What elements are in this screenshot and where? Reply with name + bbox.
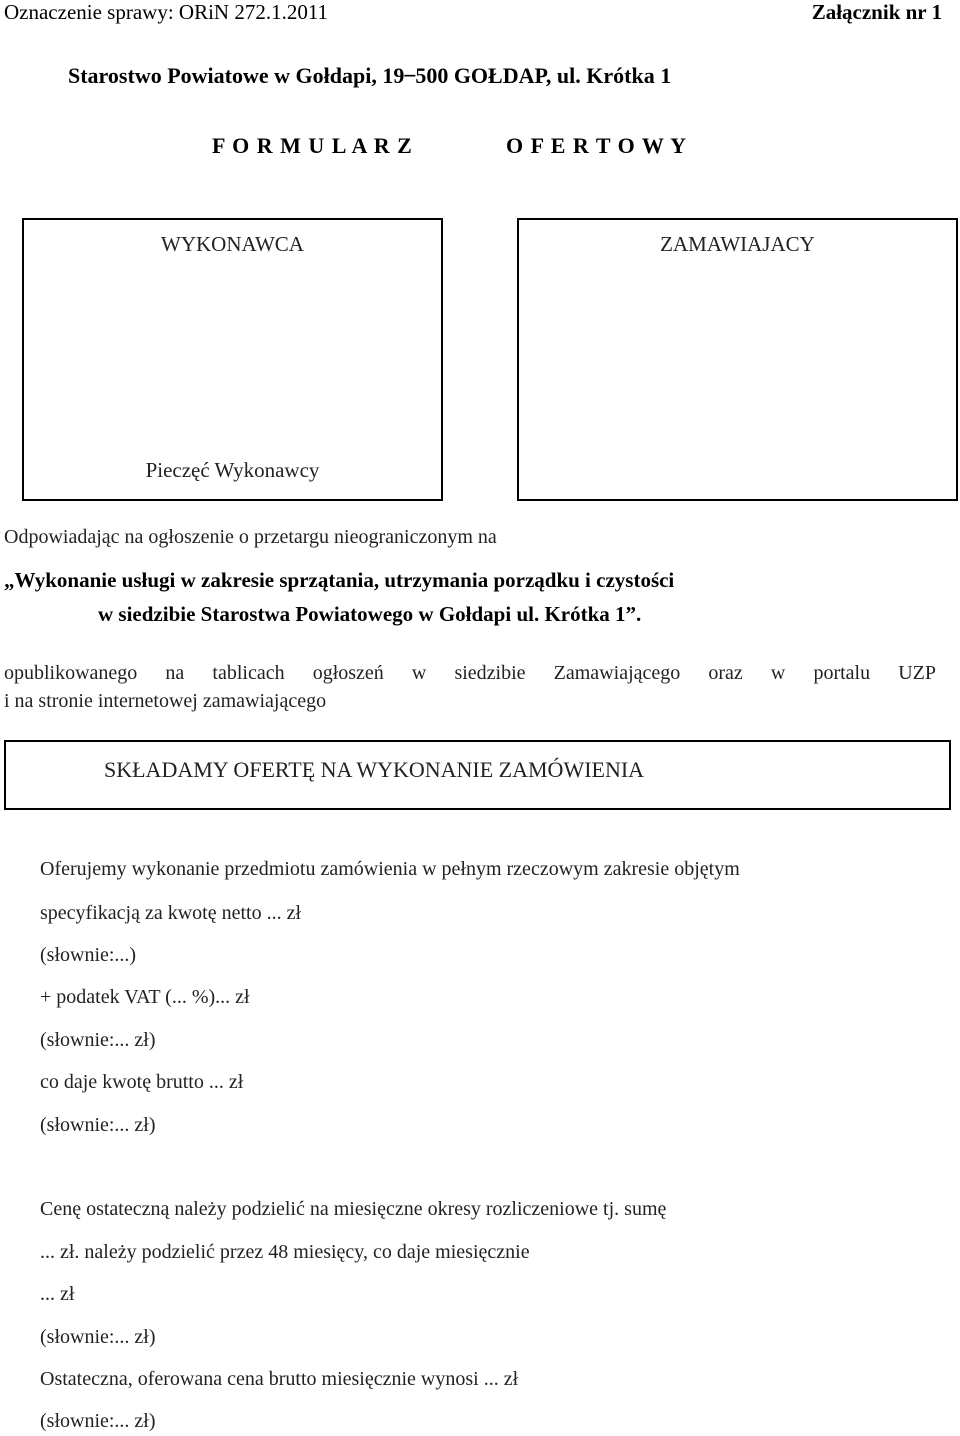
monthly-line: ... zł	[40, 1283, 75, 1305]
offer-banner-text: SKŁADAMY OFERTĘ NA WYKONANIE ZAMÓWIENIA	[104, 757, 645, 782]
contractor-stamp-label: Pieczęć Wykonawcy	[145, 458, 320, 482]
form-title-left: F O R M U L A R Z	[212, 133, 413, 158]
monthly-line: Cenę ostateczną należy podzielić na miesięczne okresy rozliczeniowe tj. sumę	[40, 1198, 667, 1220]
intro-text: Odpowiadając na ogłoszenie o przetargu nieograniczonym na	[4, 526, 497, 548]
published-line-1: opublikowanego na tablicach ogłoszeń w siedzibie Zamawiającego oraz w portalu UZP	[4, 662, 936, 684]
client-box	[517, 218, 958, 501]
offer-banner-box	[4, 740, 951, 810]
offer-line: Oferujemy wykonanie przedmiotu zamówienia w pełnym rzeczowym zakresie objętym	[40, 858, 740, 880]
offer-line: + podatek VAT (... %)... zł	[40, 986, 250, 1008]
offer-line: (słownie:... zł)	[40, 1029, 156, 1051]
monthly-line: (słownie:... zł)	[40, 1326, 156, 1348]
offer-line: (słownie:...)	[40, 944, 137, 966]
address-line: Starostwo Powiatowe w Gołdapi, 19 ̶ 500 GOŁDAP, ul. Krótka 1	[68, 63, 672, 88]
client-label: ZAMAWIAJACY	[660, 232, 815, 256]
subject-line-2: w siedzibie Starostwa Powiatowego w Gołdapi ul. Krótka 1”.	[98, 602, 642, 626]
form-title-right: O F E R T O W Y	[506, 133, 688, 158]
offer-line: specyfikacją za kwotę netto ... zł	[40, 902, 301, 924]
contractor-box	[22, 218, 443, 501]
monthly-line: ... zł. należy podzielić przez 48 miesięcy, co daje miesięcznie	[40, 1241, 530, 1263]
offer-line: co daje kwotę brutto ... zł	[40, 1071, 244, 1093]
offer-line: (słownie:... zł)	[40, 1114, 156, 1136]
published-line-2: i na stronie internetowej zamawiającego	[4, 690, 327, 712]
contractor-label: WYKONAWCA	[161, 232, 304, 256]
monthly-line: (słownie:... zł)	[40, 1410, 156, 1432]
attachment-label: Załącznik nr 1	[811, 0, 942, 24]
case-reference: Oznaczenie sprawy: ORiN 272.1.2011	[4, 0, 329, 24]
monthly-line: Ostateczna, oferowana cena brutto miesięcznie wynosi ... zł	[40, 1368, 519, 1390]
subject-line-1: „Wykonanie usługi w zakresie sprzątania, utrzymania porządku i czystości	[4, 568, 675, 592]
